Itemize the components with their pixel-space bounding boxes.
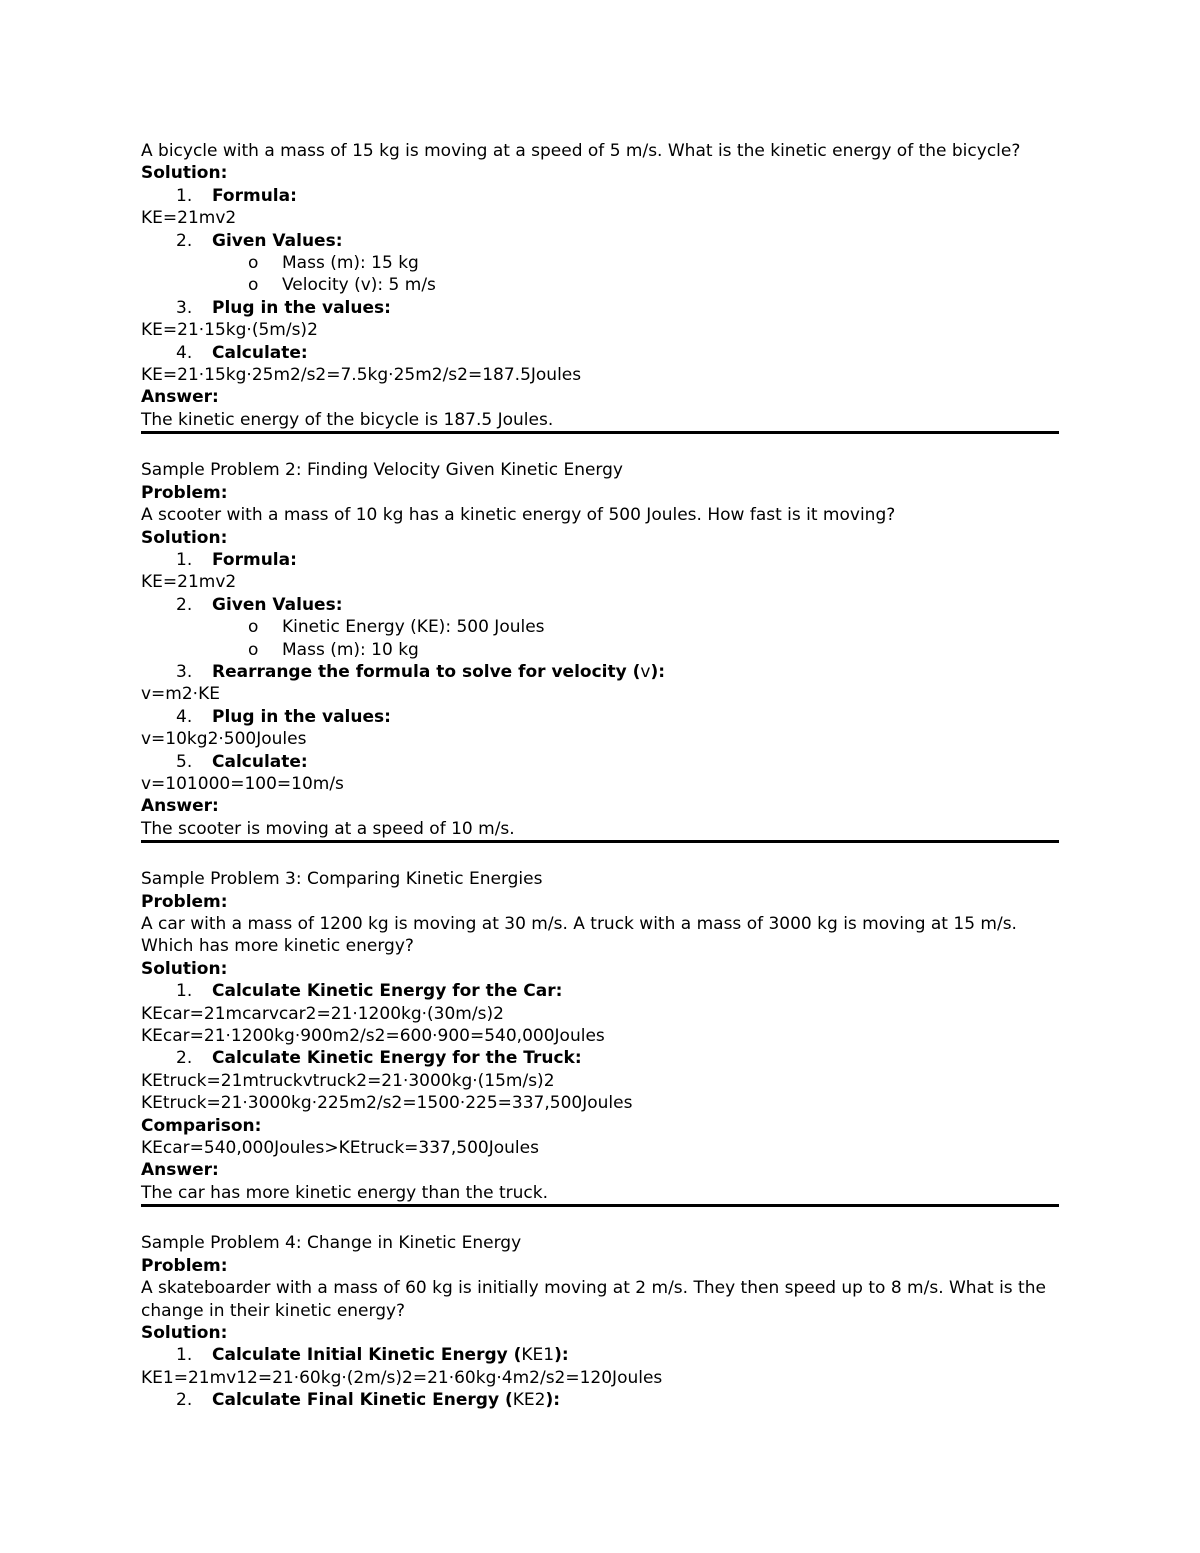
- step-label: Calculate Kinetic Energy for the Truck:: [212, 1048, 582, 1069]
- step-number: 4.: [176, 342, 193, 363]
- step-1: [141, 549, 1059, 571]
- solution-label: Solution:: [141, 958, 228, 979]
- problem-2: [141, 459, 1059, 840]
- bullet-icon: o: [248, 275, 259, 296]
- step-number: 1.: [176, 549, 193, 570]
- truck-equation-1: KEtruck=21mtruckvtruck2=21⋅3000kg⋅(15m/s)2: [141, 1070, 555, 1091]
- calculation-equation: v=101000=100=10m/s: [141, 773, 344, 794]
- car-equation-2: KEcar=21⋅1200kg⋅900m2/s2=600⋅900=540,000Joules: [141, 1026, 605, 1047]
- answer-text: The scooter is moving at a speed of 10 m/s.: [141, 818, 515, 839]
- comparison-equation: KEcar=540,000Joules>KEtruck=337,500Joules: [141, 1138, 539, 1159]
- step-5: [141, 751, 1059, 773]
- step-label: Formula:: [212, 185, 297, 206]
- step-label: Calculate Kinetic Energy for the Car:: [212, 981, 563, 1002]
- problem-question: A skateboarder with a mass of 60 kg is initially moving at 2 m/s. They then speed up to 8 m/s. What is the change in their kinetic energy?: [141, 1278, 1046, 1321]
- answer-text: The kinetic energy of the bicycle is 187.5 Joules.: [141, 409, 554, 430]
- step-label: Given Values:: [212, 594, 343, 615]
- step-2: [141, 594, 1059, 616]
- problem-question: A car with a mass of 1200 kg is moving at 30 m/s. A truck with a mass of 3000 kg is moving at 15 m/s. Which has more kinetic energy?: [141, 914, 1017, 957]
- given-value-mass: o Mass (m): 10 kg: [248, 639, 419, 660]
- plug-in-equation: v=10kg2⋅500Joules: [141, 729, 307, 750]
- step-number: 4.: [176, 706, 193, 727]
- step-3: [141, 297, 1059, 319]
- step-label: Calculate Initial Kinetic Energy (KE1):: [212, 1345, 569, 1366]
- car-equation-1: KEcar=21mcarvcar2=21⋅1200kg⋅(30m/s)2: [141, 1003, 504, 1024]
- document-body: [141, 140, 1059, 1412]
- formula: KE=21mv2: [141, 208, 237, 229]
- initial-ke-equation: KE1=21mv12=21⋅60kg⋅(2m/s)2=21⋅60kg⋅4m2/s2=120Joules: [141, 1367, 663, 1388]
- solution-label: Solution:: [141, 163, 228, 184]
- step-label: Calculate:: [212, 751, 308, 772]
- solution-label: Solution:: [141, 527, 228, 548]
- problem-title: Sample Problem 2: Finding Velocity Given Kinetic Energy: [141, 460, 623, 481]
- problem-label: Problem:: [141, 891, 228, 912]
- step-label: Plug in the values:: [212, 706, 391, 727]
- horizontal-divider: [141, 431, 1059, 434]
- step-number: 1.: [176, 185, 193, 206]
- given-value-kinetic-energy: o Kinetic Energy (KE): 500 Joules: [248, 617, 545, 638]
- step-1: [141, 980, 1059, 1002]
- step-2: [141, 230, 1059, 252]
- given-value-mass: o Mass (m): 15 kg: [248, 253, 419, 274]
- answer-label: Answer:: [141, 387, 219, 408]
- step-number: 2.: [176, 594, 193, 615]
- step-number: 2.: [176, 1048, 193, 1069]
- bullet-icon: o: [248, 253, 259, 274]
- step-1: [141, 1344, 1059, 1366]
- given-value-velocity: o Velocity (v): 5 m/s: [248, 275, 436, 296]
- step-2: [141, 1047, 1059, 1069]
- problem-1: [141, 140, 1059, 431]
- problem-label: Problem:: [141, 1255, 228, 1276]
- problem-label: Problem:: [141, 482, 228, 503]
- step-4: [141, 706, 1059, 728]
- problem-3: [141, 868, 1059, 1204]
- plug-in-equation: KE=21⋅15kg⋅(5m/s)2: [141, 320, 318, 341]
- step-number: 5.: [176, 751, 193, 772]
- step-label: Calculate:: [212, 342, 308, 363]
- step-number: 1.: [176, 1345, 193, 1366]
- step-label: Given Values:: [212, 230, 343, 251]
- step-number: 3.: [176, 297, 193, 318]
- bullet-icon: o: [248, 617, 259, 638]
- step-label: Formula:: [212, 549, 297, 570]
- answer-text: The car has more kinetic energy than the truck.: [141, 1182, 549, 1203]
- step-number: 2.: [176, 1390, 193, 1411]
- answer-label: Answer:: [141, 796, 219, 817]
- problem-4: [141, 1232, 1059, 1411]
- step-number: 2.: [176, 230, 193, 251]
- formula: KE=21mv2: [141, 572, 237, 593]
- step-2: [141, 1389, 1059, 1411]
- step-label: Rearrange the formula to solve for velocity (v):: [212, 661, 666, 682]
- truck-equation-2: KEtruck=21⋅3000kg⋅225m2/s2=1500⋅225=337,500Joules: [141, 1093, 633, 1114]
- rearranged-equation: v=m2⋅KE: [141, 684, 220, 705]
- problem-question: A scooter with a mass of 10 kg has a kinetic energy of 500 Joules. How fast is it moving?: [141, 505, 896, 526]
- comparison-label: Comparison:: [141, 1115, 262, 1136]
- problem-title: Sample Problem 3: Comparing Kinetic Energies: [141, 869, 543, 890]
- bullet-icon: o: [248, 639, 259, 660]
- horizontal-divider: [141, 840, 1059, 843]
- step-1: [141, 185, 1059, 207]
- problem-1-question: A bicycle with a mass of 15 kg is moving at a speed of 5 m/s. What is the kinetic energy of the bicycle?: [141, 141, 1021, 161]
- answer-label: Answer:: [141, 1160, 219, 1181]
- step-label: Plug in the values:: [212, 297, 391, 318]
- step-4: [141, 342, 1059, 364]
- step-label: Calculate Final Kinetic Energy (KE2):: [212, 1390, 561, 1411]
- calculation-equation: KE=21⋅15kg⋅25m2/s2=7.5kg⋅25m2/s2=187.5Joules: [141, 365, 582, 386]
- horizontal-divider: [141, 1204, 1059, 1207]
- step-3: [141, 661, 1059, 683]
- step-number: 1.: [176, 981, 193, 1002]
- problem-title: Sample Problem 4: Change in Kinetic Energy: [141, 1233, 522, 1254]
- solution-label: Solution:: [141, 1322, 228, 1343]
- step-number: 3.: [176, 661, 193, 682]
